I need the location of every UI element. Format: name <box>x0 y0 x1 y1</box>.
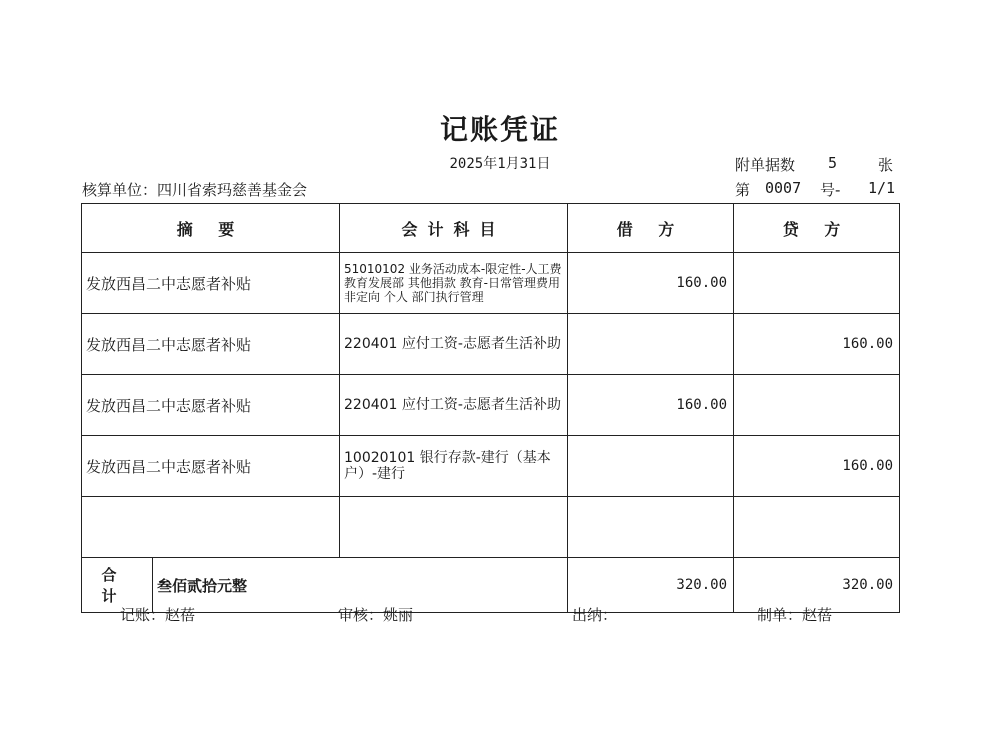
row-debit: 160.00 <box>568 253 734 314</box>
header-summary: 摘 要 <box>82 204 340 253</box>
table-row <box>82 253 900 314</box>
voucher-page-number: 1/1 <box>868 179 896 197</box>
table-header-row <box>82 204 900 253</box>
bookkeeper-signature: 记账：赵蓓 <box>120 606 196 624</box>
row-credit: 160.00 <box>734 436 900 497</box>
table-row <box>82 314 900 375</box>
header-credit: 贷 方 <box>734 204 900 253</box>
row-account: 10020101 银行存款-建行（基本户）-建行 <box>340 436 568 497</box>
total-label: 合 计 <box>82 558 153 612</box>
voucher-date: 2025年1月31日 <box>449 156 551 172</box>
row-debit <box>568 497 734 558</box>
row-debit <box>568 436 734 497</box>
row-summary: 发放西昌二中志愿者补贴 <box>82 314 340 375</box>
voucher-title: 记账凭证 <box>439 113 560 146</box>
row-credit <box>734 253 900 314</box>
header-account: 会计科目 <box>340 204 568 253</box>
row-account: 220401 应付工资-志愿者生活补助 <box>340 375 568 436</box>
voucher-table <box>81 203 900 613</box>
row-debit <box>568 314 734 375</box>
reviewer-signature: 审核：姚丽 <box>338 606 414 624</box>
total-amount-words: 叁佰贰拾元整 <box>157 576 248 595</box>
table-row-empty <box>82 497 900 558</box>
accounting-unit <box>82 179 307 200</box>
row-summary: 发放西昌二中志愿者补贴 <box>82 436 340 497</box>
row-summary <box>82 497 340 558</box>
table-row <box>82 436 900 497</box>
accounting-unit-label: 核算单位： <box>82 181 158 199</box>
voucher-no-number: 0007 <box>765 179 802 197</box>
row-summary: 发放西昌二中志愿者补贴 <box>82 253 340 314</box>
attachments-count: 5 <box>828 154 838 172</box>
row-credit <box>734 497 900 558</box>
row-debit: 160.00 <box>568 375 734 436</box>
row-summary: 发放西昌二中志愿者补贴 <box>82 375 340 436</box>
row-credit <box>734 375 900 436</box>
row-account <box>340 497 568 558</box>
voucher-no-label: 第 <box>735 181 751 199</box>
voucher-no-suffix: 号- <box>820 181 841 199</box>
preparer-signature: 制单：赵蓓 <box>757 606 833 624</box>
row-account: 51010102 业务活动成本-限定性-人工费 教育发展部 其他捐款 教育-日常管理费用 非定向 个人 部门执行管理 <box>340 253 568 314</box>
table-row <box>82 375 900 436</box>
row-account: 220401 应付工资-志愿者生活补助 <box>340 314 568 375</box>
attachments-unit: 张 <box>878 156 894 174</box>
attachments-label: 附单据数 <box>735 156 796 174</box>
total-debit: 320.00 <box>568 558 734 613</box>
row-credit: 160.00 <box>734 314 900 375</box>
header-debit: 借 方 <box>568 204 734 253</box>
cashier-signature: 出纳： <box>572 606 618 624</box>
total-credit: 320.00 <box>734 558 900 613</box>
accounting-unit-name: 四川省索玛慈善基金会 <box>157 181 308 199</box>
